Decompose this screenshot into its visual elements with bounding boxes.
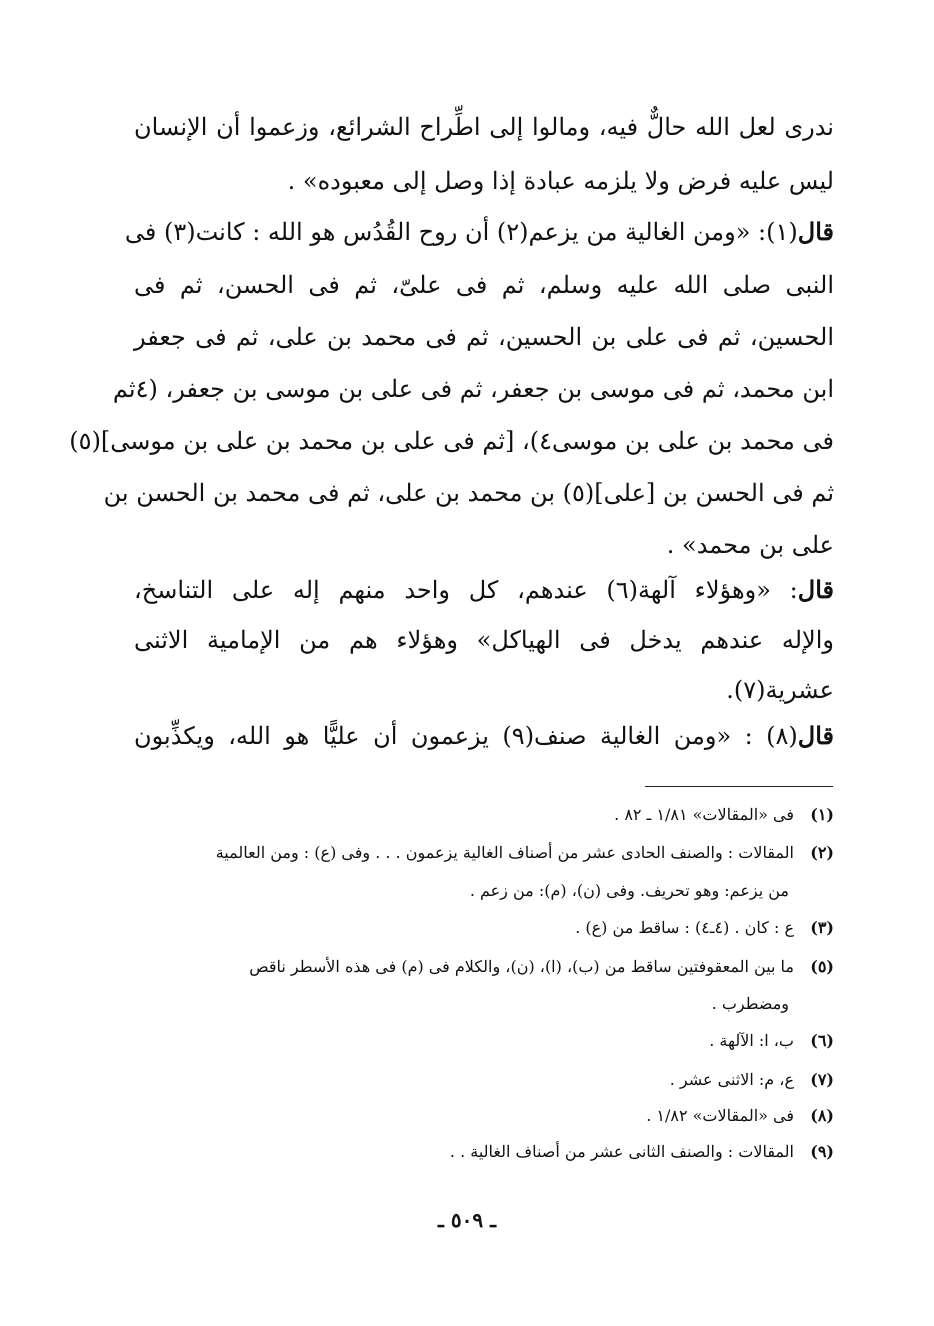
footnote-number: (٣): [810, 918, 834, 937]
line-text: عشرية(٧).: [726, 676, 834, 704]
line-text: فى محمد بن على بن موسى٤)، [ثم فى على بن محمد بن على بن موسى](٥): [69, 427, 834, 455]
body-line: [124, 215, 834, 249]
body-line: [134, 164, 834, 198]
footnote-number: (٧): [810, 1070, 834, 1089]
line-text: الحسين، ثم فى على بن الحسين، ثم فى محمد بن على، ثم فى جعفر: [134, 323, 834, 351]
page-number: ـ ٥٠٩ ـ: [438, 1208, 496, 1232]
footnote-continuation: [134, 880, 834, 902]
footnote-text: ع : كان . (٤ـ٤) : ساقط من (ع) .: [575, 918, 794, 937]
body-line: [69, 424, 834, 458]
body-line: [134, 528, 834, 562]
body-line: [134, 623, 834, 657]
footnote-text: فى «المقالات» ١/٨٢ .: [646, 1106, 794, 1125]
line-text: (٨) : «ومن الغالية صنف(٩) يزعمون أن عليًّا هو الله، ويكذِّبون: [134, 722, 798, 750]
body-line: [134, 719, 834, 753]
body-line: [134, 573, 834, 607]
line-text: ليس عليه فرض ولا يلزمه عبادة إذا وصل إلى معبوده» .: [287, 167, 834, 195]
footnote-number: (٢): [810, 843, 834, 862]
footnote-number: (٩): [810, 1142, 834, 1161]
footnote-number: (٦): [810, 1031, 834, 1050]
footnote-text: المقالات : والصنف الثانى عشر من أصناف الغالية . .: [449, 1142, 794, 1161]
footnote-number: (١): [810, 805, 834, 824]
line-text: والإله عندهم يدخل فى الهياكل» وهؤلاء هم من الإمامية الاثنى: [134, 626, 834, 654]
footnote-text: فى «المقالات» ١/٨١ ـ ٨٢ .: [614, 805, 794, 824]
footnote-text: ومضطرب .: [711, 994, 789, 1013]
qal-heading: قال: [797, 217, 834, 246]
body-line: [112, 372, 834, 406]
body-line: [134, 320, 834, 354]
qal-heading: قال: [797, 575, 834, 604]
footnote-text: ما بين المعقوفتين ساقط من (ب)، (ا)، (ن)، والكلام فى (م) فى هذه الأسطر ناقص: [249, 957, 794, 976]
footnote: [134, 917, 834, 939]
line-text: ابن محمد، ثم فى موسى بن جعفر، ثم فى على بن موسى بن جعفر، (٤ثم: [112, 375, 834, 403]
line-text: ندرى لعل الله حالٌّ فيه، ومالوا إلى اطِّراح الشرائع، وزعموا أن الإنسان: [134, 113, 834, 141]
footnote-number: (٨): [810, 1106, 834, 1125]
footnote-separator: [645, 786, 833, 787]
body-line: [134, 110, 834, 144]
footnote-text: ب، ا: الآلهة .: [709, 1031, 794, 1050]
body-line: [103, 476, 834, 510]
footnote: [134, 1141, 834, 1163]
footnote-text: ع، م: الاثنى عشر .: [669, 1070, 794, 1089]
line-text: (١): «ومن الغالية من يزعم(٢) أن روح القُدُس هو الله : كانت(٣) فى: [124, 218, 798, 246]
footnote: [134, 1069, 834, 1091]
footnote-continuation: [134, 993, 834, 1015]
line-text: ثم فى الحسن بن [على](٥) بن محمد بن على، ثم فى محمد بن الحسن بن: [103, 479, 834, 507]
line-text: النبى صلى الله عليه وسلم، ثم فى علىّ، ثم فى الحسن، ثم فى: [134, 271, 834, 299]
body-line: [134, 268, 834, 302]
line-text: على بن محمد» .: [666, 531, 834, 559]
footnote: [134, 956, 834, 978]
footnote-text: من يزعم: وهو تحريف. وفى (ن)، (م): من زعم .: [469, 881, 789, 900]
qal-heading: قال: [797, 721, 834, 750]
footnote: [134, 842, 834, 864]
footnote-number: (٥): [810, 957, 834, 976]
line-text: : «وهؤلاء آلهة(٦) عندهم، كل واحد منهم إله على التناسخ،: [134, 576, 798, 604]
body-line: [134, 673, 834, 707]
footnote: [134, 1105, 834, 1127]
footnote: [134, 1030, 834, 1052]
footnote-text: المقالات : والصنف الحادى عشر من أصناف الغالية يزعمون . . . وفى (ع) : ومن العالمية: [215, 843, 794, 862]
footnote: [134, 804, 834, 826]
